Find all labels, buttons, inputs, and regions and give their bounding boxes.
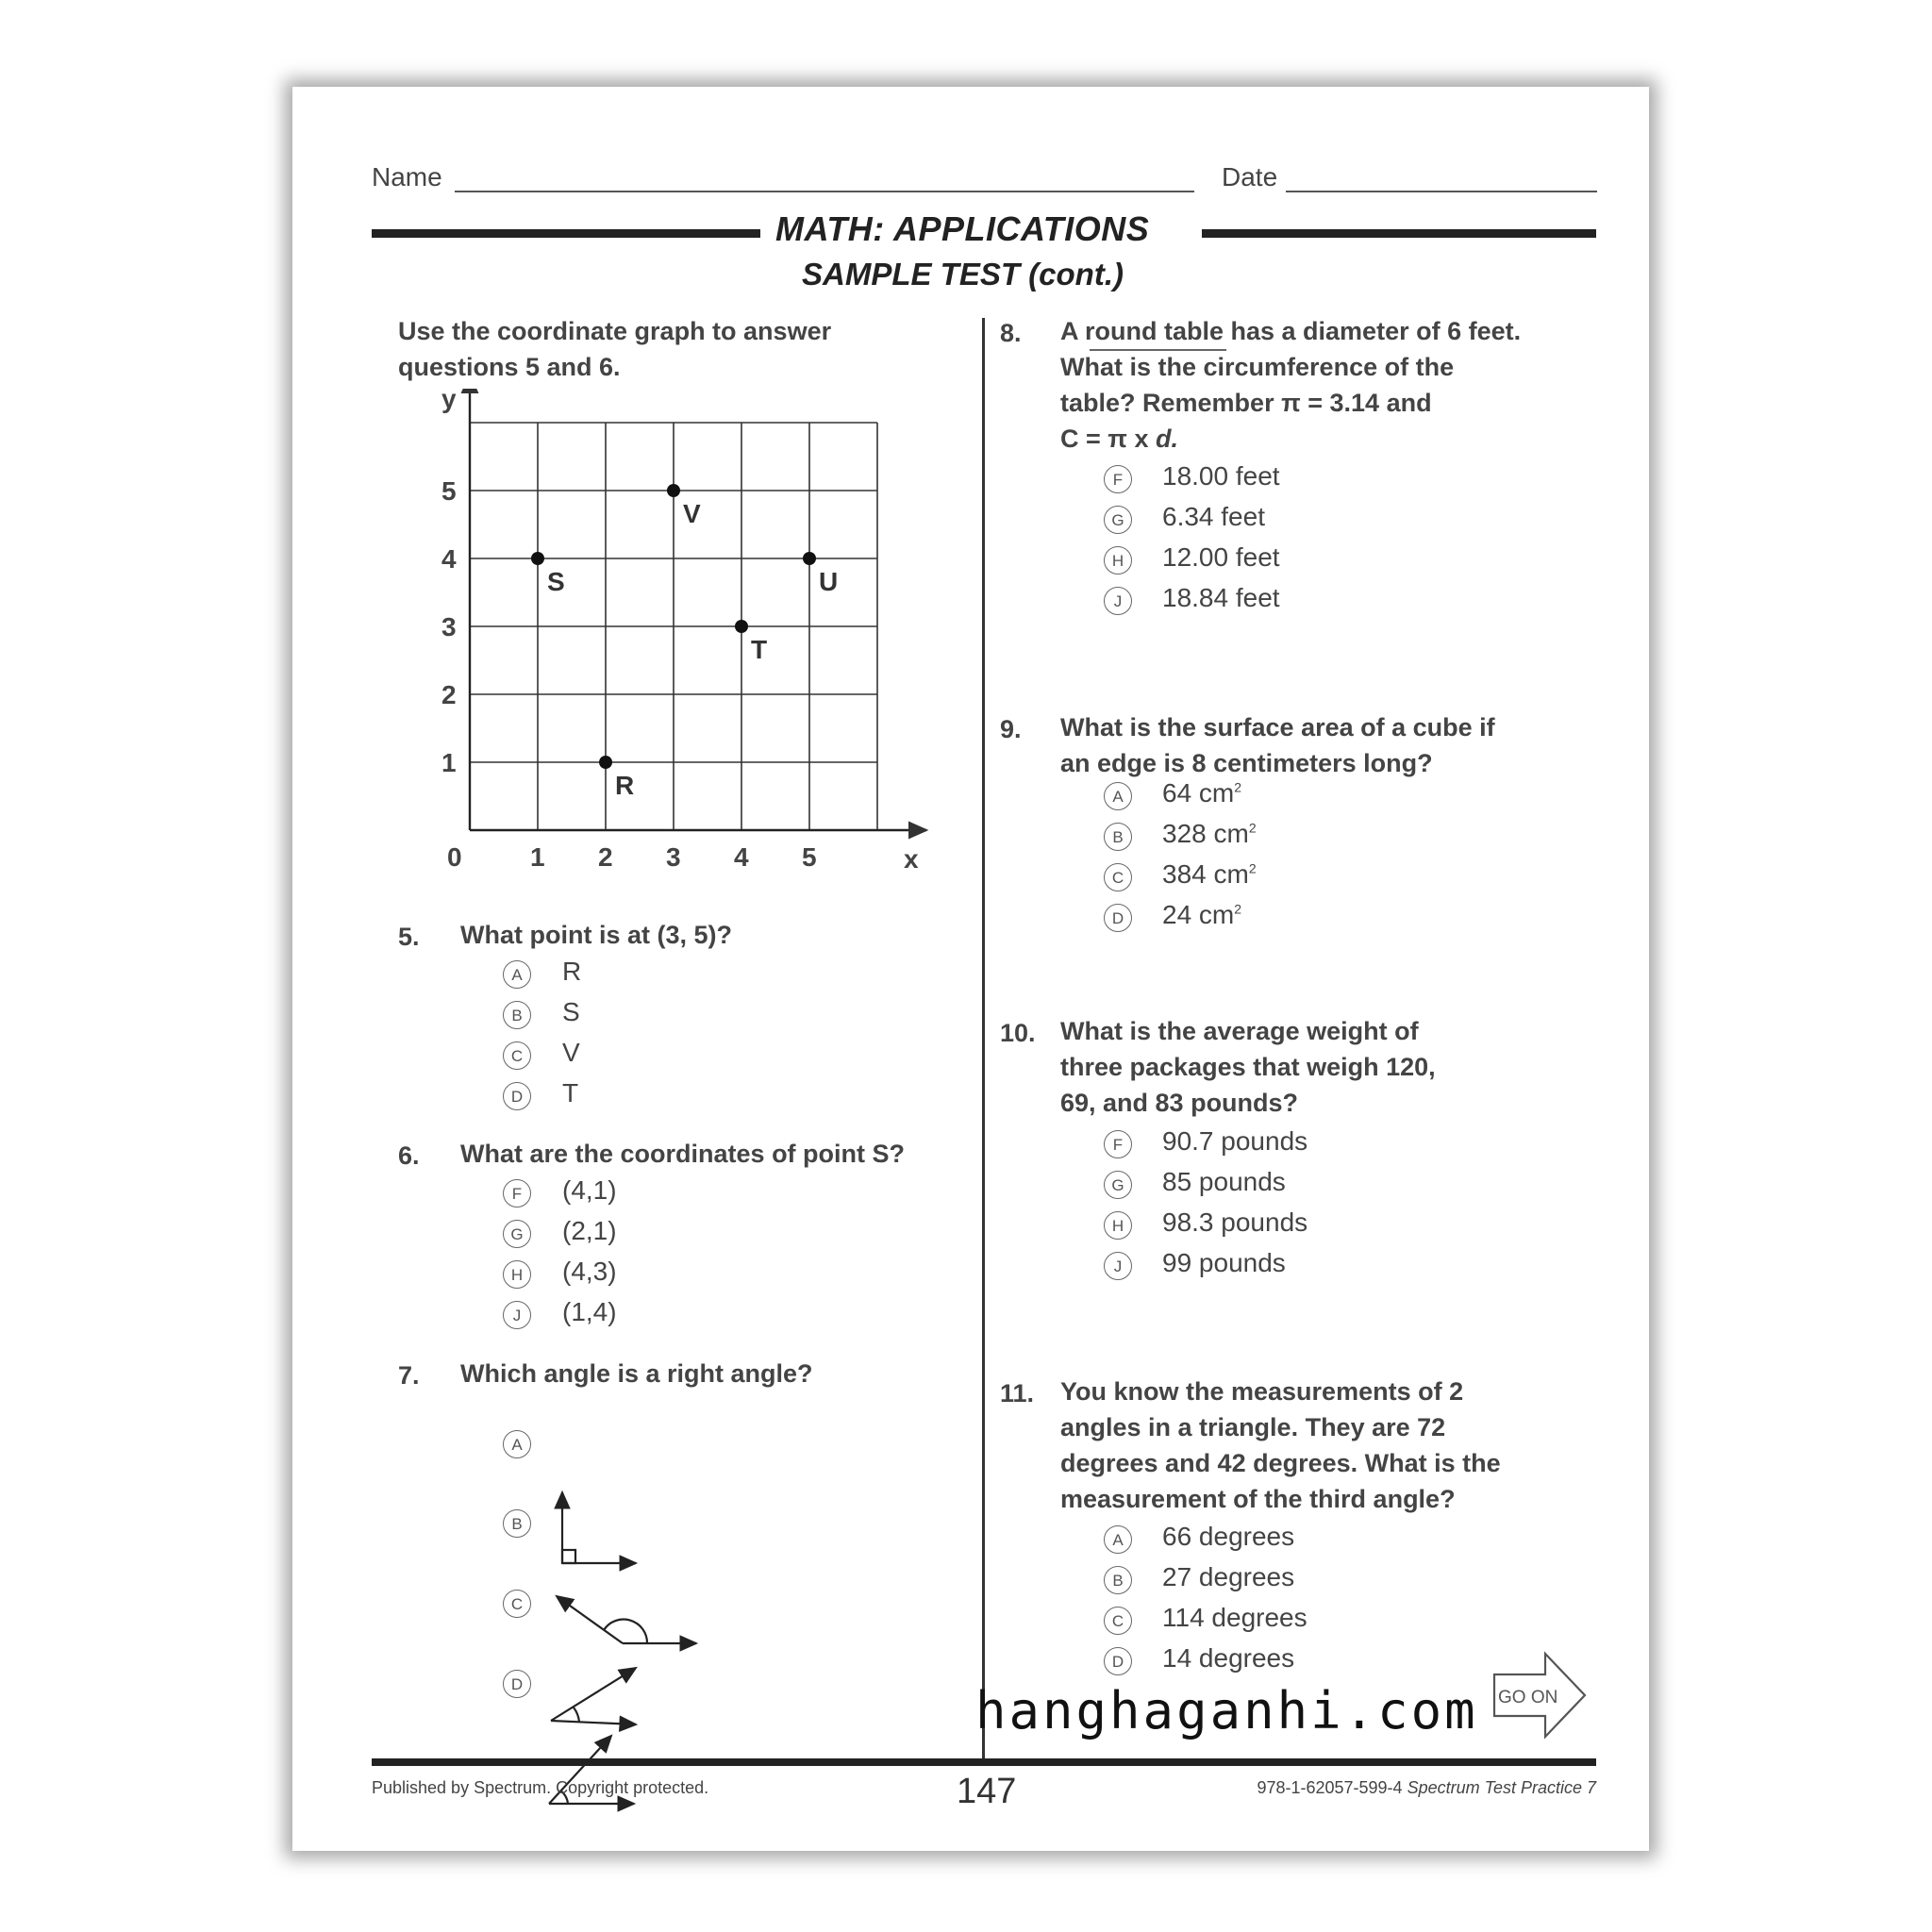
name-label: Name [372,162,442,192]
q10-line-1: What is the average weight of [1060,1017,1419,1045]
q10-option-g-text: 85 pounds [1162,1167,1286,1196]
q8-option-g-text: 6.34 feet [1162,502,1265,531]
q9-option-a-sup: 2 [1234,779,1242,795]
q7-angle-figures [528,1389,849,1841]
q5-text: What point is at (3, 5)? [460,921,732,949]
q8-number: 8. [1000,319,1022,347]
q8-option-h-bubble[interactable]: H [1104,546,1132,575]
q8-line-3: table? Remember π = 3.14 and [1060,389,1432,417]
footer-book-title: Spectrum Test Practice 7 [1407,1778,1596,1797]
q5-option-c-text: V [562,1038,580,1067]
footer-isbn: 978-1-62057-599-4 [1257,1778,1403,1797]
q9-option-d-text [1162,900,1241,930]
page-number: 147 [957,1772,1017,1811]
footer-book-info [1257,1778,1596,1798]
q11-option-b-bubble[interactable]: B [1104,1566,1132,1594]
q9-option-c-value: 384 cm [1162,859,1249,889]
q7-text: Which angle is a right angle? [460,1359,813,1388]
q11-option-b-text: 27 degrees [1162,1562,1295,1591]
q6-option-h-text: (4,3) [562,1257,617,1286]
q9-number: 9. [1000,715,1022,743]
q9-option-a-bubble[interactable]: A [1104,782,1132,810]
name-line [455,191,1194,192]
q6-option-j-text: (1,4) [562,1297,617,1326]
q9-option-c-text [1162,859,1257,890]
page-title: MATH: APPLICATIONS [775,209,1150,248]
q11-option-d-text: 14 degrees [1162,1643,1295,1673]
q6-option-g-text: (2,1) [562,1216,617,1245]
go-on-arrow-icon[interactable] [1491,1648,1594,1752]
q9-option-b-value: 328 cm [1162,819,1249,848]
q8-text [1060,313,1589,457]
y-tick-label: 5 [441,476,457,506]
coordinate-graph [387,389,953,898]
graph-point-label-s: S [547,567,565,596]
round-table-underline [1090,349,1226,351]
page-subtitle: SAMPLE TEST (cont.) [802,257,1124,291]
q9-option-b-sup: 2 [1248,820,1257,836]
q9-option-d-bubble[interactable]: D [1104,904,1132,932]
q6-number: 6. [398,1141,420,1170]
q7-option-c-bubble[interactable]: C [503,1590,531,1618]
worksheet-page [292,87,1649,1851]
y-tick-label: 1 [441,748,457,777]
graph-point-label-v: V [683,499,701,528]
title-bar-left [372,229,760,238]
graph-point-v [667,484,680,497]
q6-option-g-bubble[interactable]: G [503,1220,531,1248]
q9-text [1060,709,1589,781]
q8-option-j-bubble[interactable]: J [1104,587,1132,615]
q11-line-4: measurement of the third angle? [1060,1485,1456,1513]
q5-option-a-bubble[interactable]: A [503,960,531,989]
angle-c-slanted-ray [551,1668,636,1721]
q9-option-c-sup: 2 [1248,860,1257,876]
q9-option-d-value: 24 cm [1162,900,1235,929]
q5-option-d-text: T [562,1078,579,1108]
q8-line-1: A round table has a diameter of 6 feet. [1060,317,1522,345]
title-bar-right [1202,229,1596,238]
graph-point-label-u: U [819,567,839,596]
angle-b-arc-icon [604,1620,647,1643]
q11-option-a-text: 66 degrees [1162,1522,1295,1551]
q11-line-3: degrees and 42 degrees. What is the [1060,1449,1501,1477]
q11-option-c-text: 114 degrees [1162,1603,1307,1632]
q10-option-f-bubble[interactable]: F [1104,1130,1132,1158]
q5-option-c-bubble[interactable]: C [503,1041,531,1070]
q11-text [1060,1374,1589,1517]
q9-option-b-bubble[interactable]: B [1104,823,1132,851]
q10-text [1060,1013,1589,1121]
y-axis-label: y [441,389,457,413]
q10-option-h-bubble[interactable]: H [1104,1211,1132,1240]
go-on-label: GO ON [1498,1688,1558,1707]
x-tick-label: 4 [734,842,749,872]
graph-intro: Use the coordinate graph to answer questions 5 and 6. [398,317,832,381]
q10-option-j-text: 99 pounds [1162,1248,1286,1277]
q8-line-2: What is the circumference of the [1060,353,1455,381]
q9-line-2: an edge is 8 centimeters long? [1060,749,1433,777]
graph-point-r [599,756,612,769]
q8-option-g-bubble[interactable]: G [1104,506,1132,534]
footer-copyright: Published by Spectrum. Copyright protected. [372,1778,709,1797]
q5-option-b-text: S [562,997,580,1026]
q8-option-f-text: 18.00 feet [1162,461,1280,491]
graph-point-label-t: T [751,635,768,664]
graph-point-label-r: R [615,771,635,800]
q9-option-c-bubble[interactable]: C [1104,863,1132,891]
q11-line-2: angles in a triangle. They are 72 [1060,1413,1446,1441]
y-tick-label: 3 [441,612,457,641]
q6-text: What are the coordinates of point S? [460,1140,906,1168]
graph-point-t [735,620,748,633]
q11-line-1: You know the measurements of 2 [1060,1377,1464,1406]
q5-option-a-text: R [562,957,582,986]
q8-option-h-text: 12.00 feet [1162,542,1280,572]
q7-option-d-bubble[interactable]: D [503,1670,531,1698]
column-divider [982,318,985,1758]
q10-option-f-text: 90.7 pounds [1162,1126,1308,1156]
angle-c-arc-icon [574,1707,579,1722]
q8-line-4: C = π x d. [1060,425,1178,453]
graph-point-u [803,552,816,565]
q5-option-b-bubble[interactable]: B [503,1001,531,1029]
date-line [1286,191,1597,192]
q7-number: 7. [398,1361,420,1390]
watermark-text: hanghaganhi.com [975,1681,1478,1740]
q9-option-a-text [1162,778,1241,808]
q10-number: 10. [1000,1019,1036,1047]
q11-option-a-bubble[interactable]: A [1104,1525,1132,1554]
graph-point-s [531,552,544,565]
q9-line-1: What is the surface area of a cube if [1060,713,1495,741]
y-tick-label: 4 [441,544,457,574]
q6-option-j-bubble[interactable]: J [503,1301,531,1329]
x-tick-label: 5 [802,842,817,872]
q10-option-j-bubble[interactable]: J [1104,1252,1132,1280]
q9-option-a-value: 64 cm [1162,778,1235,808]
q5-option-d-bubble[interactable]: D [503,1082,531,1110]
q6-option-f-bubble[interactable]: F [503,1179,531,1208]
x-tick-label: 2 [598,842,613,872]
q9-option-d-sup: 2 [1234,901,1242,917]
q10-line-3: 69, and 83 pounds? [1060,1089,1299,1117]
q9-option-b-text [1162,819,1257,849]
q10-option-g-bubble[interactable]: G [1104,1171,1132,1199]
date-label: Date [1222,162,1278,192]
q11-number: 11. [1000,1379,1035,1407]
angle-c-horizontal-ray [551,1721,636,1724]
q10-line-2: three packages that weigh 120, [1060,1053,1436,1081]
q10-option-h-text: 98.3 pounds [1162,1208,1308,1237]
y-tick-label: 2 [441,680,457,709]
x-tick-label: 0 [447,842,462,872]
x-tick-label: 1 [530,842,545,872]
q8-option-j-text: 18.84 feet [1162,583,1280,612]
x-axis-label: x [904,844,919,874]
q5-number: 5. [398,923,420,951]
q7-option-a-bubble[interactable]: A [503,1430,531,1458]
footer-bar [372,1758,1596,1766]
x-tick-label: 3 [666,842,681,872]
q7-option-b-bubble[interactable]: B [503,1509,531,1538]
q11-option-d-bubble[interactable]: D [1104,1647,1132,1675]
q6-option-f-text: (4,1) [562,1175,617,1205]
right-angle-marker-icon [562,1550,575,1563]
q8-option-f-bubble[interactable]: F [1104,465,1132,493]
angle-b-slanted-ray [557,1596,623,1643]
q6-option-h-bubble[interactable]: H [503,1260,531,1289]
q11-option-c-bubble[interactable]: C [1104,1607,1132,1635]
